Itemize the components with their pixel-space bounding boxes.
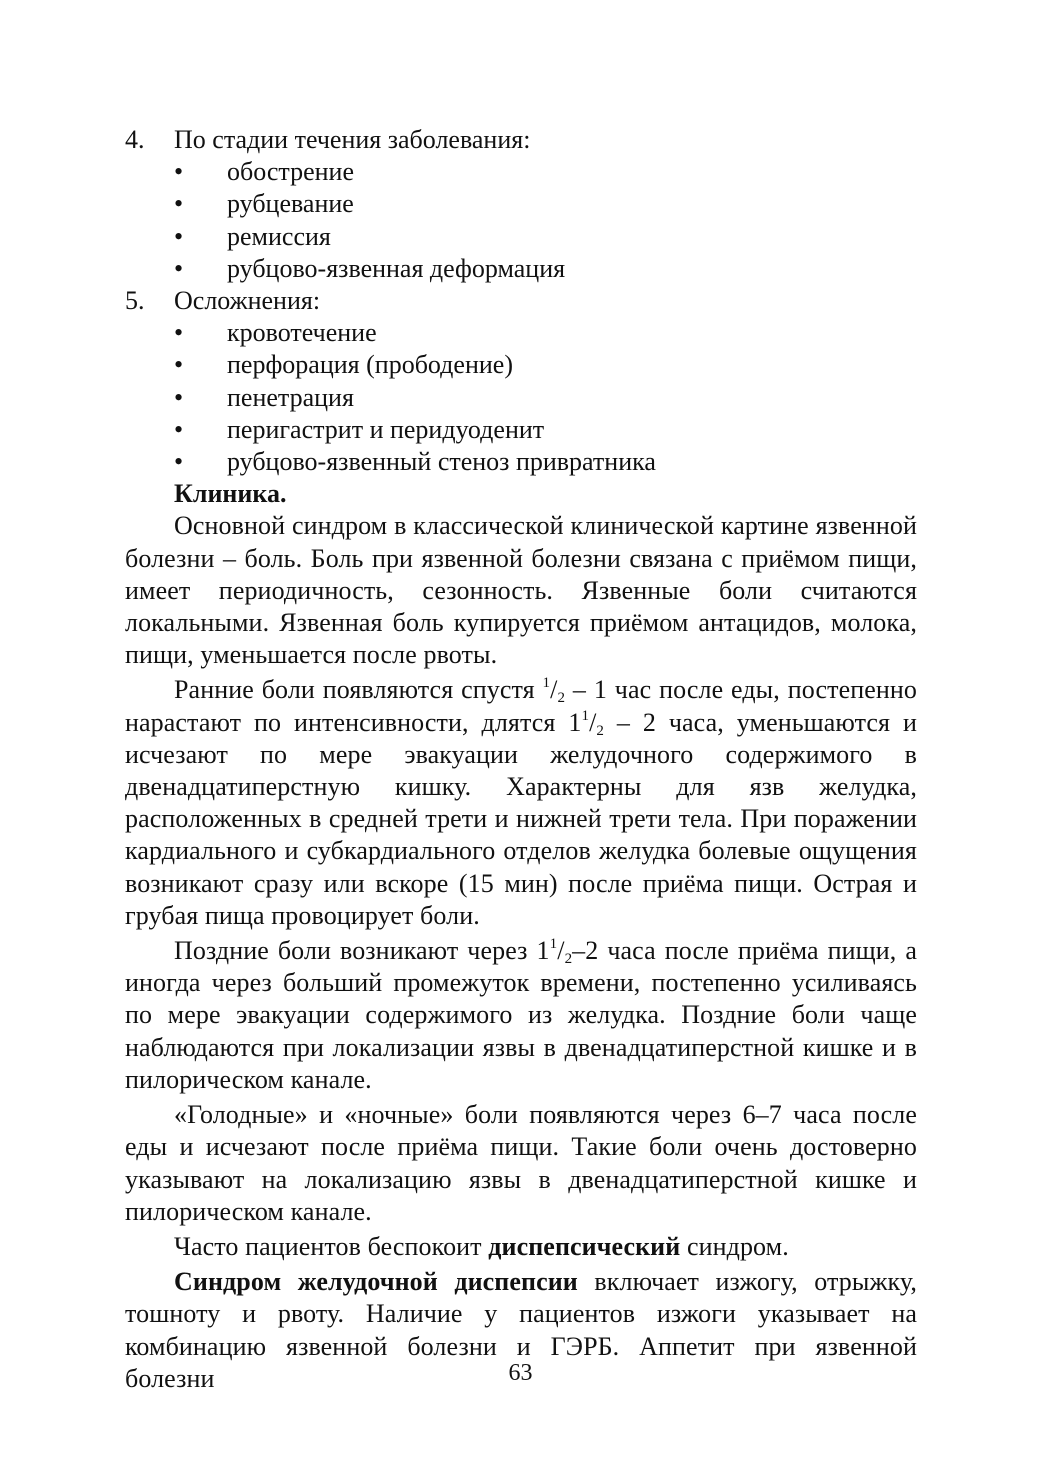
bullet-item [125,446,917,478]
bullet-icon: • [174,414,184,444]
fraction: $^1/_2$ [581,707,604,739]
text-run: – 2 часа, уменьшаются и исчезают по мере эвакуации желудочного содержимого в двенадцатиперстную кишку. Характерны для язв желудка, расположенных в средней трети и нижней трети тела. При поражении кардиального и субкардиального отделов желудка болевые ощущения возникают сразу или вскоре (15 мин) после приёма пищи. Острая и грубая пища провоцирует боли. [125,707,917,930]
bold-term: диспепсический [488,1231,681,1261]
bullet-item [125,317,917,349]
text-run: включает изжогу, отрыжку, тошноту и рвоту. Наличие у пациентов изжоги указывает на комбинацию язвенной болезни и ГЭРБ. Аппетит при язвенной болезни [125,1267,917,1393]
bullet-icon: • [174,189,184,219]
bullet-icon: • [174,350,184,380]
fraction: $^1/_2$ [542,675,566,707]
bullet-item [125,382,917,414]
fraction-numerator: 1 [542,675,551,692]
bullet-text: рубцевание [227,189,354,219]
bullet-text: обострение [227,157,355,187]
bullet-icon: • [174,253,184,283]
text-run: Часто пациентов беспокоит [174,1231,489,1261]
paragraph-main-syndrome: Основной синдром в классической клинической картине язвенной болезни – боль. Боль при язвенной болезни связана с приёмом пищи, имеет периодичность, сезонность. Язвенные боли считаются локальными. Язвенная боль купируется приёмом антацидов, молока, пищи, уменьшается после рвоты. [125,511,917,670]
text-run: –2 часа после приёма пищи, а иногда через больший промежуток времени, постепенно усиливаясь по мере эвакуации содержимого из желудка. Поздние боли чаще наблюдаются при локализации язвы в двенадцатиперстной кишке и в пилорическом канале. [125,936,917,1094]
bullet-text: кровотечение [227,318,377,348]
text-run: Поздние боли возникают через 1 [174,936,550,966]
bullet-item [125,188,917,220]
fraction-denominator: 2 [596,722,604,739]
fraction-denominator: 2 [564,951,573,968]
text-run: синдром. [680,1231,789,1261]
paragraph-dyspeptic [125,1231,917,1263]
list-item-title: По стадии течения заболевания: [174,125,531,154]
paragraph-late-pain [125,935,917,1096]
section-heading: Клиника. [174,479,287,509]
list-number: 5. [125,286,145,316]
fraction-numerator: 1 [581,707,590,724]
fraction-numerator: 1 [549,936,558,953]
fraction-denominator: 2 [557,690,566,707]
bullet-item [125,349,917,381]
bold-term: Синдром желудочной диспепсии [174,1267,578,1297]
bullet-text: перигастрит и перидуоденит [227,414,545,444]
list-item-title: Осложнения: [174,286,321,316]
bullet-icon: • [174,157,184,187]
bullet-icon: • [174,447,184,477]
bullet-item [125,253,917,285]
text-run: – 1 час после еды, постепенно нарастают по интенсивности, длятся 1 [125,675,917,737]
bullet-item [125,414,917,446]
bullet-text: рубцово-язвенная деформация [227,253,566,283]
bullet-text: рубцово-язвенный стеноз привратника [227,447,656,477]
paragraph-early-pain [125,674,917,932]
page-body [125,124,917,1395]
bullet-item [125,221,917,253]
paragraph-hunger-pain: «Голодные» и «ночные» боли появляются через 6–7 часа после еды и исчезают после приёма пищи. Такие боли очень достоверно указывают на локализацию язвы в двенадцатиперстной кишке и пилорическом канале. [125,1100,917,1226]
list-number: 4. [125,125,145,154]
bullet-icon: • [174,221,184,251]
fraction: $^1/_2$ [549,936,573,968]
bullet-text: перфорация (прободение) [227,350,513,380]
bullet-item [125,156,917,188]
list-item-4 [125,124,917,156]
bullet-text: ремиссия [227,221,331,251]
page-number: 63 [508,1360,533,1386]
list-item-5 [125,285,917,317]
bullet-text: пенетрация [227,382,354,412]
bullet-icon: • [174,382,184,412]
text-run: Ранние боли появляются спустя [174,675,543,705]
bullet-icon: • [174,318,184,348]
